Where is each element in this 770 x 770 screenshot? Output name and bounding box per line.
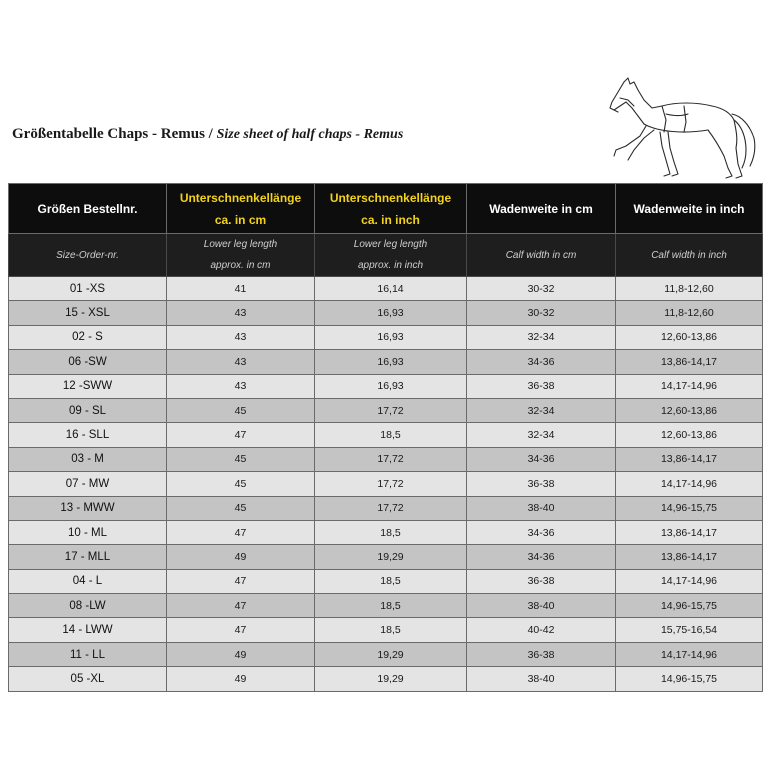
horse-icon xyxy=(604,76,764,184)
cell-size-order: 15 - XSL xyxy=(9,301,167,325)
title-german: Größentabelle Chaps - Remus / xyxy=(12,126,213,142)
cell-lower-leg-inch: 19,29 xyxy=(315,545,467,569)
cell-size-order: 10 - ML xyxy=(9,520,167,544)
cell-lower-leg-cm: 45 xyxy=(167,496,315,520)
subheader-lower-leg-cm: Lower leg length approx. in cm xyxy=(167,234,315,277)
cell-calf-inch: 11,8-12,60 xyxy=(616,277,763,301)
table-row xyxy=(9,472,763,496)
header-row xyxy=(9,184,763,234)
table-row xyxy=(9,277,763,301)
cell-size-order: 04 - L xyxy=(9,569,167,593)
cell-lower-leg-inch: 18,5 xyxy=(315,569,467,593)
cell-lower-leg-cm: 43 xyxy=(167,301,315,325)
cell-calf-inch: 12,60-13,86 xyxy=(616,398,763,422)
cell-lower-leg-inch: 17,72 xyxy=(315,447,467,471)
header-lower-leg-cm: Unterschnenkellänge ca. in cm xyxy=(167,184,315,234)
cell-size-order: 01 -XS xyxy=(9,277,167,301)
cell-lower-leg-cm: 41 xyxy=(167,277,315,301)
header-calf-inch: Wadenweite in inch xyxy=(616,184,763,234)
cell-lower-leg-inch: 16,93 xyxy=(315,350,467,374)
cell-calf-cm: 38-40 xyxy=(467,496,616,520)
cell-lower-leg-cm: 43 xyxy=(167,374,315,398)
cell-size-order: 06 -SW xyxy=(9,350,167,374)
cell-calf-inch: 13,86-14,17 xyxy=(616,520,763,544)
cell-lower-leg-cm: 45 xyxy=(167,447,315,471)
cell-lower-leg-inch: 19,29 xyxy=(315,642,467,666)
table-row xyxy=(9,594,763,618)
table-row xyxy=(9,374,763,398)
cell-lower-leg-inch: 16,14 xyxy=(315,277,467,301)
cell-lower-leg-cm: 49 xyxy=(167,642,315,666)
cell-lower-leg-cm: 49 xyxy=(167,667,315,691)
cell-lower-leg-inch: 17,72 xyxy=(315,496,467,520)
cell-calf-inch: 14,96-15,75 xyxy=(616,594,763,618)
cell-calf-inch: 13,86-14,17 xyxy=(616,545,763,569)
cell-lower-leg-cm: 47 xyxy=(167,520,315,544)
cell-calf-inch: 13,86-14,17 xyxy=(616,350,763,374)
cell-lower-leg-inch: 18,5 xyxy=(315,423,467,447)
table-row xyxy=(9,569,763,593)
cell-lower-leg-cm: 43 xyxy=(167,350,315,374)
cell-lower-leg-inch: 18,5 xyxy=(315,594,467,618)
table-row xyxy=(9,618,763,642)
cell-lower-leg-inch: 17,72 xyxy=(315,472,467,496)
table-row xyxy=(9,423,763,447)
cell-calf-cm: 34-36 xyxy=(467,545,616,569)
subheader-lower-leg-inch: Lower leg length approx. in inch xyxy=(315,234,467,277)
cell-size-order: 05 -XL xyxy=(9,667,167,691)
table-row xyxy=(9,325,763,349)
cell-size-order: 08 -LW xyxy=(9,594,167,618)
cell-lower-leg-cm: 47 xyxy=(167,423,315,447)
cell-calf-cm: 30-32 xyxy=(467,301,616,325)
cell-size-order: 12 -SWW xyxy=(9,374,167,398)
table-row xyxy=(9,496,763,520)
cell-calf-inch: 15,75-16,54 xyxy=(616,618,763,642)
cell-calf-cm: 36-38 xyxy=(467,569,616,593)
cell-calf-cm: 32-34 xyxy=(467,325,616,349)
table-row xyxy=(9,301,763,325)
cell-size-order: 13 - MWW xyxy=(9,496,167,520)
cell-lower-leg-cm: 47 xyxy=(167,569,315,593)
page-title xyxy=(12,126,403,143)
cell-calf-cm: 30-32 xyxy=(467,277,616,301)
cell-size-order: 07 - MW xyxy=(9,472,167,496)
cell-calf-cm: 32-34 xyxy=(467,423,616,447)
subheader-calf-cm: Calf width in cm xyxy=(467,234,616,277)
table-row xyxy=(9,447,763,471)
cell-calf-cm: 40-42 xyxy=(467,618,616,642)
table-row xyxy=(9,520,763,544)
cell-calf-inch: 13,86-14,17 xyxy=(616,447,763,471)
cell-lower-leg-cm: 45 xyxy=(167,472,315,496)
cell-lower-leg-inch: 16,93 xyxy=(315,325,467,349)
cell-calf-inch: 14,17-14,96 xyxy=(616,374,763,398)
table-row xyxy=(9,667,763,691)
cell-lower-leg-cm: 43 xyxy=(167,325,315,349)
cell-size-order: 11 - LL xyxy=(9,642,167,666)
table-row xyxy=(9,398,763,422)
cell-calf-cm: 36-38 xyxy=(467,642,616,666)
cell-calf-cm: 34-36 xyxy=(467,447,616,471)
cell-lower-leg-cm: 49 xyxy=(167,545,315,569)
cell-size-order: 03 - M xyxy=(9,447,167,471)
cell-size-order: 02 - S xyxy=(9,325,167,349)
cell-lower-leg-inch: 16,93 xyxy=(315,374,467,398)
cell-size-order: 17 - MLL xyxy=(9,545,167,569)
cell-calf-cm: 32-34 xyxy=(467,398,616,422)
cell-lower-leg-inch: 17,72 xyxy=(315,398,467,422)
cell-calf-cm: 36-38 xyxy=(467,472,616,496)
cell-lower-leg-cm: 45 xyxy=(167,398,315,422)
table-row xyxy=(9,350,763,374)
size-table xyxy=(8,183,763,692)
cell-calf-inch: 12,60-13,86 xyxy=(616,423,763,447)
cell-size-order: 16 - SLL xyxy=(9,423,167,447)
subheader-calf-inch: Calf width in inch xyxy=(616,234,763,277)
table-row xyxy=(9,642,763,666)
header-calf-cm: Wadenweite in cm xyxy=(467,184,616,234)
cell-calf-inch: 14,17-14,96 xyxy=(616,569,763,593)
cell-calf-inch: 14,17-14,96 xyxy=(616,472,763,496)
cell-calf-cm: 34-36 xyxy=(467,350,616,374)
cell-calf-cm: 38-40 xyxy=(467,667,616,691)
cell-lower-leg-inch: 18,5 xyxy=(315,618,467,642)
cell-calf-inch: 12,60-13,86 xyxy=(616,325,763,349)
cell-lower-leg-inch: 16,93 xyxy=(315,301,467,325)
cell-calf-inch: 14,96-15,75 xyxy=(616,667,763,691)
cell-lower-leg-inch: 19,29 xyxy=(315,667,467,691)
cell-calf-cm: 36-38 xyxy=(467,374,616,398)
cell-lower-leg-cm: 47 xyxy=(167,594,315,618)
cell-calf-inch: 11,8-12,60 xyxy=(616,301,763,325)
cell-calf-cm: 34-36 xyxy=(467,520,616,544)
cell-calf-inch: 14,96-15,75 xyxy=(616,496,763,520)
table-body xyxy=(9,277,763,692)
cell-lower-leg-inch: 18,5 xyxy=(315,520,467,544)
subheader-row xyxy=(9,234,763,277)
header-size-order: Größen Bestellnr. xyxy=(9,184,167,234)
table-row xyxy=(9,545,763,569)
cell-calf-inch: 14,17-14,96 xyxy=(616,642,763,666)
cell-calf-cm: 38-40 xyxy=(467,594,616,618)
header-lower-leg-inch: Unterschnenkellänge ca. in inch xyxy=(315,184,467,234)
title-english: Size sheet of half chaps - Remus xyxy=(216,127,404,142)
subheader-size-order: Size-Order-nr. xyxy=(9,234,167,277)
cell-size-order: 14 - LWW xyxy=(9,618,167,642)
cell-size-order: 09 - SL xyxy=(9,398,167,422)
cell-lower-leg-cm: 47 xyxy=(167,618,315,642)
